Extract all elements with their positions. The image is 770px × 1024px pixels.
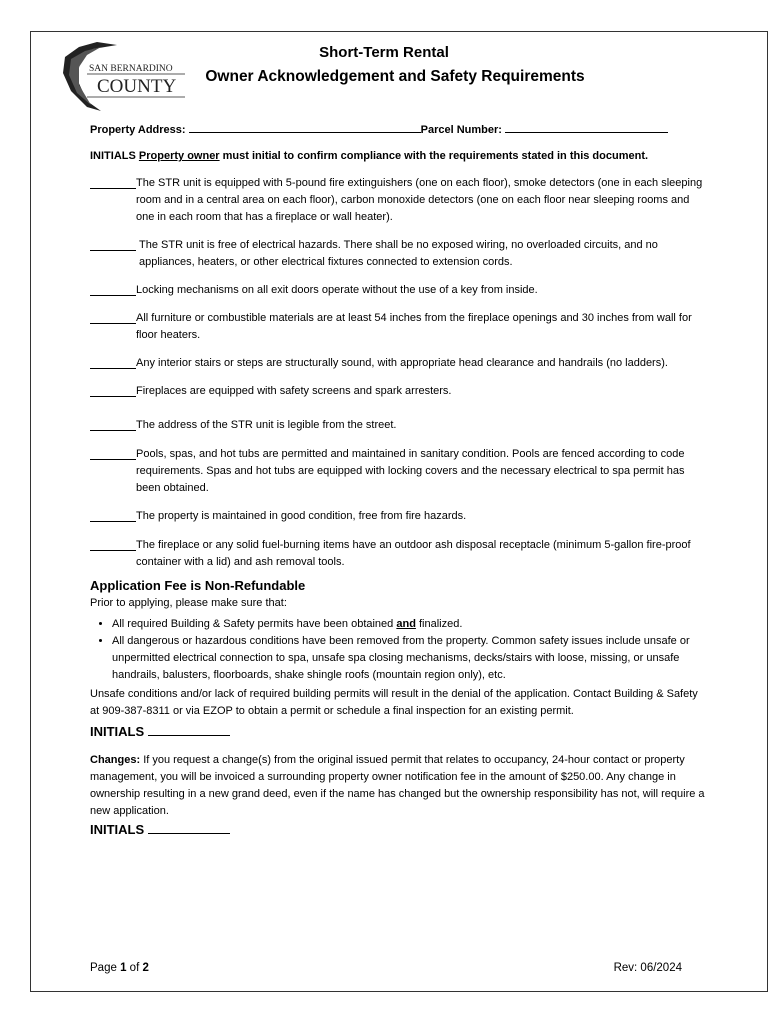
fee-initials-row bbox=[90, 723, 708, 740]
initial-blank[interactable] bbox=[90, 237, 136, 251]
fee-prior: Prior to applying, please make sure that: bbox=[90, 597, 287, 609]
doc-title: Short-Term Rental bbox=[319, 44, 449, 61]
initial-blank[interactable] bbox=[90, 355, 136, 369]
parcel-number-label: Parcel Number: bbox=[420, 124, 502, 136]
requirement-text: Pools, spas, and hot tubs are permitted and maintained in sanitary condition. Pools are fenced according to code requirements. Spas and hot tubs are equipped with locking covers and the necessary electrical to spa permit has been obtained. bbox=[136, 448, 685, 494]
changes-lead: Changes: bbox=[90, 754, 141, 766]
initial-blank[interactable] bbox=[90, 446, 136, 460]
property-address-field[interactable] bbox=[189, 121, 421, 133]
page-number bbox=[90, 962, 149, 974]
doc-subtitle: Owner Acknowledgement and Safety Requirements bbox=[205, 68, 585, 85]
unsafe-conditions: Unsafe conditions and/or lack of required building permits will result in the denial of the application. Contact Building & Safety at 909-387-8311 or via EZOP to obtain a permit or schedule a final inspection for an existing permit. bbox=[90, 688, 698, 717]
requirement-text: The address of the STR unit is legible from the street. bbox=[136, 419, 397, 431]
fee-bullet-1-b: finalized. bbox=[418, 618, 463, 630]
changes-text: If you request a change(s) from the original issued permit that relates to occupancy, 24-hour contact or property management, you will be invoiced a surrounding property owner notification fee in the amount of $250.00. Any change in ownership resulting in a new grand deed, even if the name has changed but the ownership responsibility has not, will require a new application. bbox=[90, 754, 705, 817]
initial-blank[interactable] bbox=[90, 310, 136, 324]
page-total: 2 bbox=[142, 962, 149, 974]
initial-blank[interactable] bbox=[90, 383, 136, 397]
initials-intro-owner: Property owner bbox=[138, 150, 220, 162]
fee-heading: Application Fee is Non-Refundable bbox=[90, 578, 306, 593]
fee-bullet-2: • All dangerous or hazardous conditions have been removed from the property. Common safety issues include unsafe or unpermitted electrical connection to spa, unsafe spa closing mechanisms, decks/stairs with loose, missing, or unsafe handrails, balusters, floorboards, shake shingle roofs (mountain region only), etc. bbox=[112, 633, 708, 684]
changes-initials-label: INITIALS bbox=[90, 822, 145, 837]
requirement-text: All furniture or combustible materials are at least 54 inches from the fireplace openings and 30 inches from wall for floor heaters. bbox=[136, 312, 692, 341]
changes-initials-row bbox=[90, 821, 708, 838]
initials-intro bbox=[90, 148, 708, 165]
changes-initials-field[interactable] bbox=[148, 821, 230, 834]
requirement-text: Locking mechanisms on all exit doors operate without the use of a key from inside. bbox=[136, 284, 538, 296]
requirement-item bbox=[90, 355, 708, 372]
requirement-item bbox=[90, 237, 708, 271]
fee-initials-field[interactable] bbox=[148, 723, 230, 736]
logo-top-text: SAN BERNARDINO bbox=[89, 64, 173, 74]
requirement-item bbox=[90, 175, 708, 226]
revision-date: Rev: 06/2024 bbox=[613, 962, 682, 974]
document-body bbox=[90, 121, 708, 838]
fee-initials-label: INITIALS bbox=[90, 724, 145, 739]
requirement-text: Any interior stairs or steps are structurally sound, with appropriate head clearance and handrails (no ladders). bbox=[136, 357, 668, 369]
requirement-item bbox=[90, 446, 708, 497]
fee-bullet-1 bbox=[112, 616, 708, 633]
initial-blank[interactable] bbox=[90, 417, 136, 431]
initial-blank[interactable] bbox=[90, 508, 136, 522]
address-parcel-row bbox=[90, 121, 708, 139]
requirement-item bbox=[90, 417, 708, 434]
county-logo bbox=[57, 39, 187, 119]
fee-bullet-1-and: and bbox=[396, 618, 416, 630]
initial-blank[interactable] bbox=[90, 537, 136, 551]
requirement-text: The STR unit is equipped with 5-pound fire extinguishers (one on each floor), smoke detectors (one in each sleeping room and in a central area on each floor), carbon monoxide detectors (one on each floor near sleeping rooms and one in each room that has a fireplace or wall heater). bbox=[136, 177, 703, 223]
requirement-text: The STR unit is free of electrical hazards. There shall be no exposed wiring, no overloaded circuits, and no appliances, heaters, or other electrical fixtures connected to extension cords. bbox=[139, 239, 658, 268]
requirement-item bbox=[90, 310, 708, 344]
initials-intro-lead: INITIALS bbox=[90, 150, 136, 162]
requirement-item bbox=[90, 508, 708, 525]
requirement-text: Fireplaces are equipped with safety screens and spark arresters. bbox=[136, 385, 452, 397]
page-num: 1 bbox=[120, 962, 127, 974]
requirement-item bbox=[90, 383, 708, 400]
requirement-item bbox=[90, 282, 708, 299]
requirement-item bbox=[90, 537, 708, 571]
page-word: Page bbox=[90, 962, 117, 974]
initial-blank[interactable] bbox=[90, 282, 136, 296]
of-word: of bbox=[129, 962, 140, 974]
initial-blank[interactable] bbox=[90, 175, 136, 189]
fee-bullet-1-a: All required Building & Safety permits have been obtained bbox=[112, 618, 394, 630]
property-address-label: Property Address: bbox=[90, 124, 186, 136]
changes-paragraph bbox=[90, 752, 708, 820]
requirement-text: The property is maintained in good condition, free from fire hazards. bbox=[136, 510, 467, 522]
fee-checklist bbox=[90, 616, 708, 684]
requirement-text: The fireplace or any solid fuel-burning items have an outdoor ash disposal receptacle (minimum 5-gallon fire-proof container with a lid) and ash removal tools. bbox=[136, 539, 691, 568]
logo-bottom-text: COUNTY bbox=[97, 76, 177, 97]
parcel-number-field[interactable] bbox=[505, 121, 668, 133]
initials-intro-rest: must initial to confirm compliance with the requirements stated in this document. bbox=[222, 150, 649, 162]
